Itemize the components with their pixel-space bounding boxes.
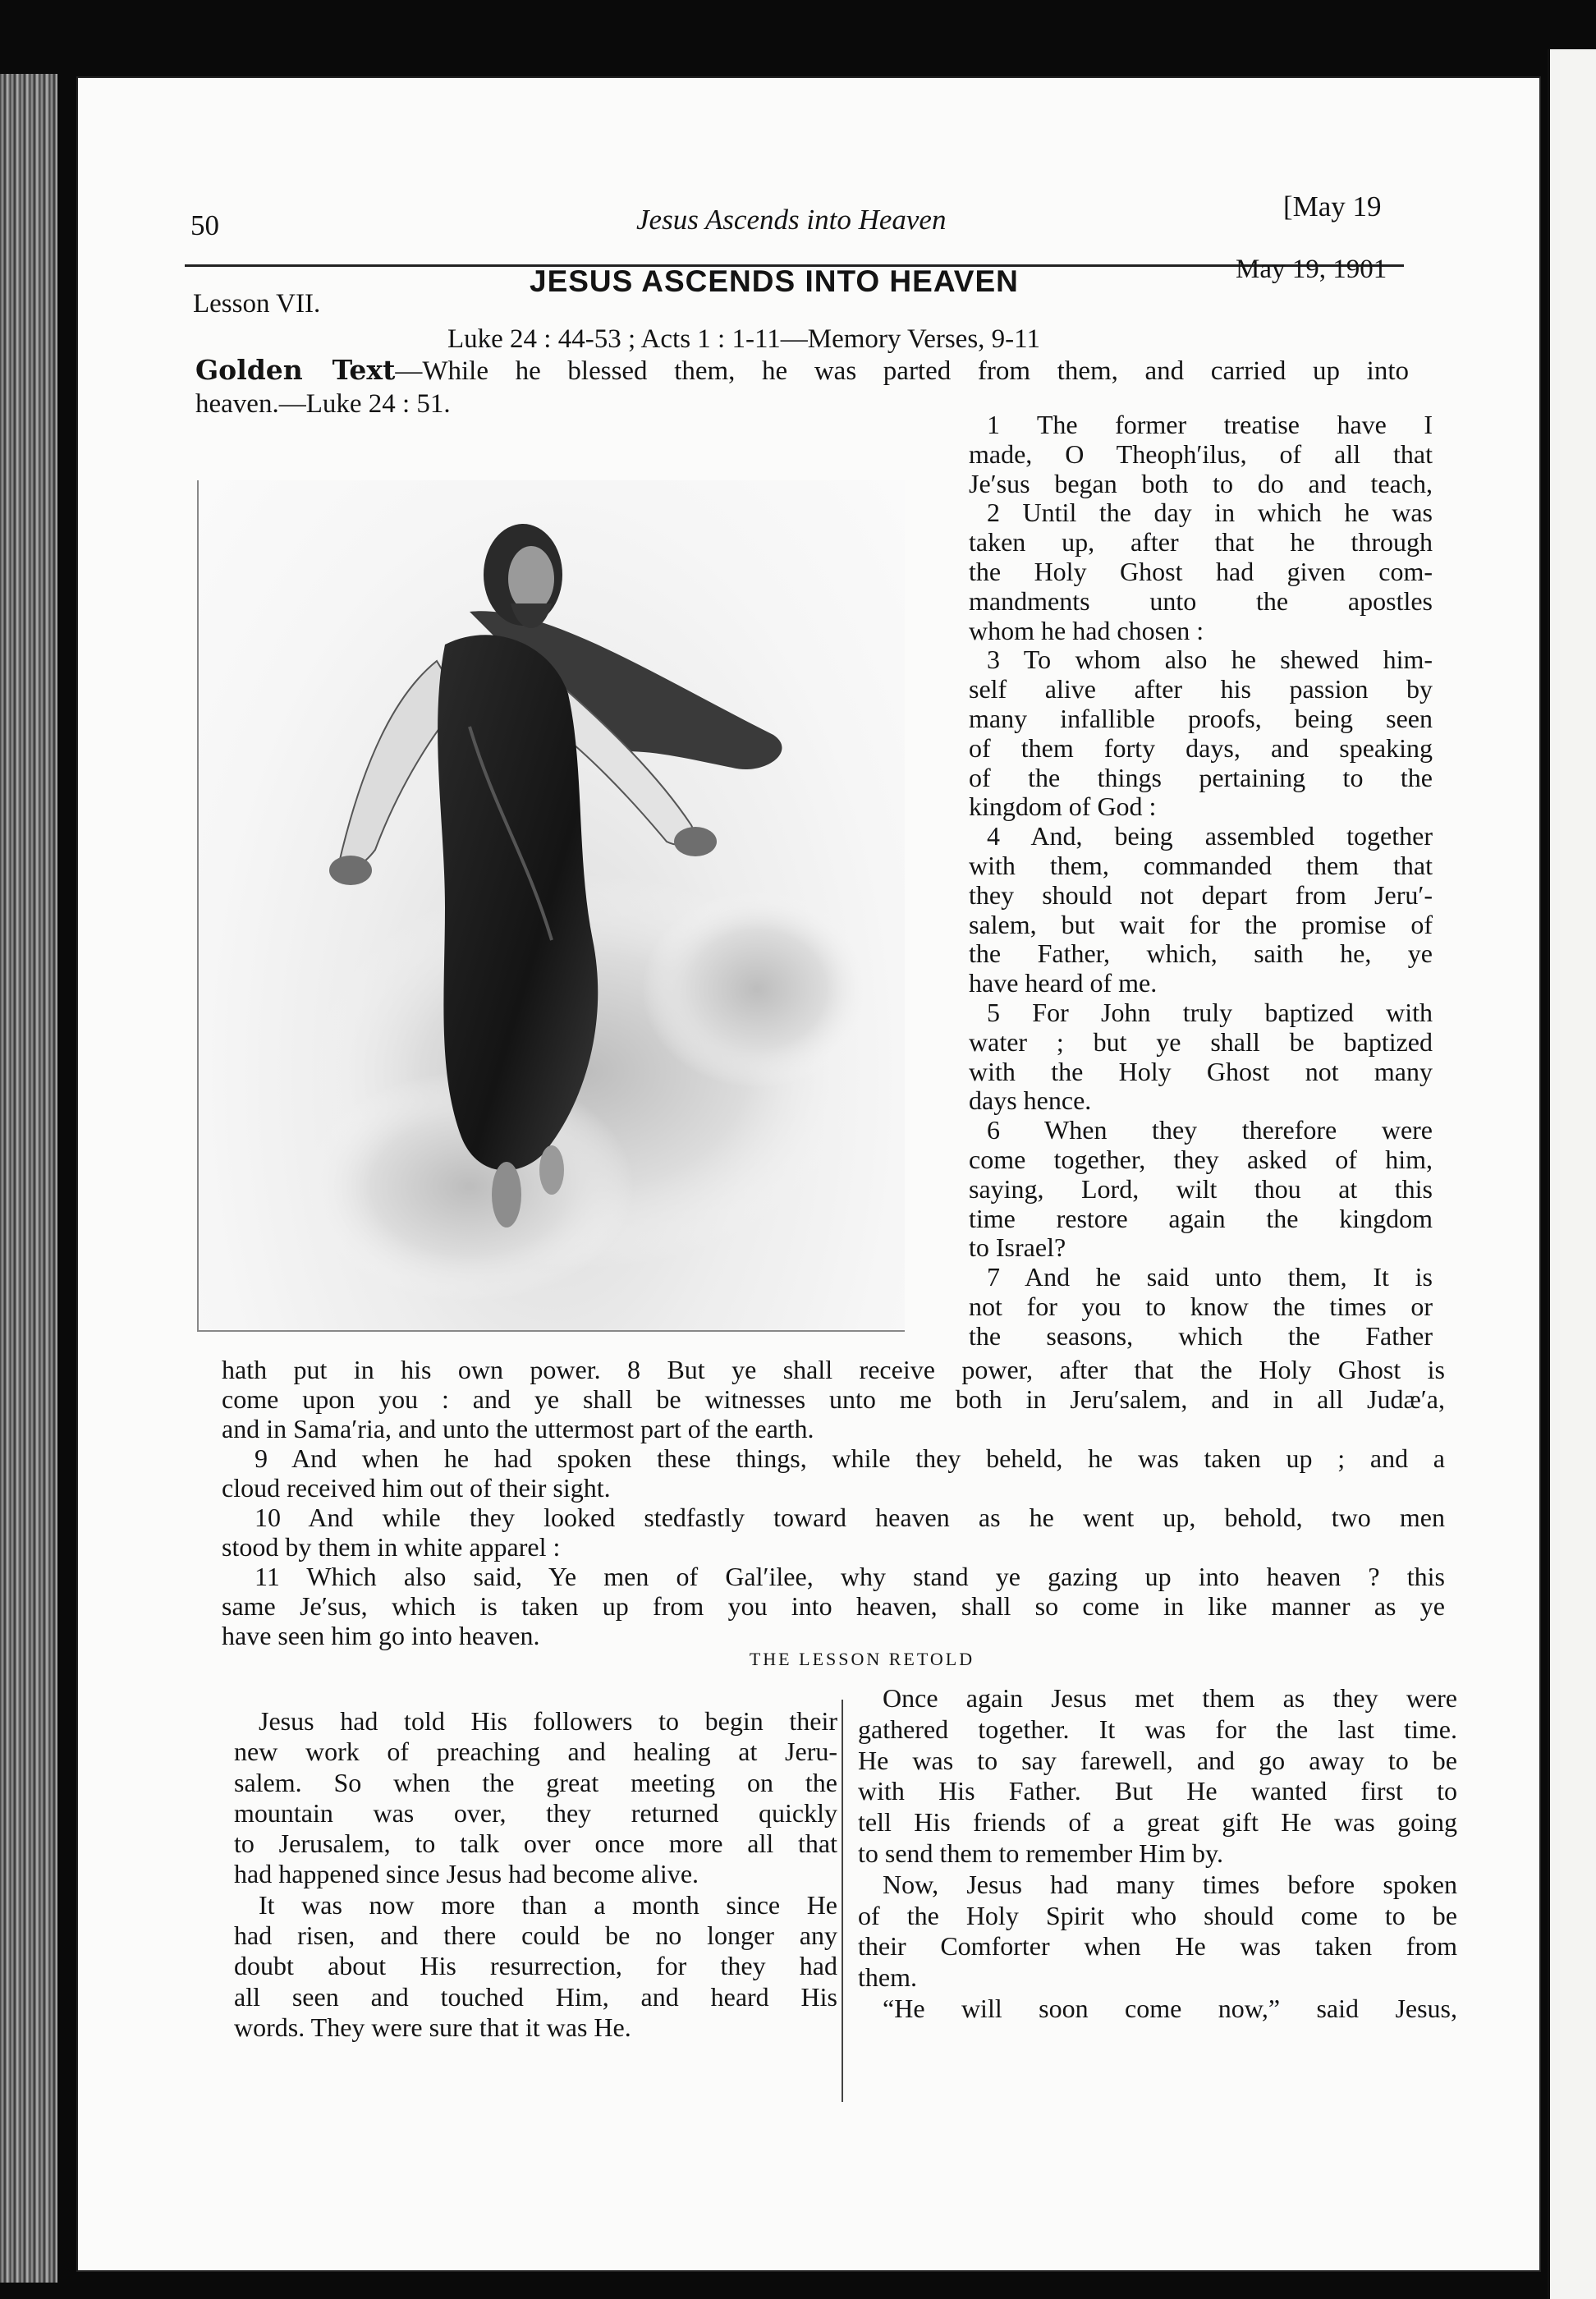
lesson-number: Lesson VII. [193, 289, 321, 319]
retold-right-column [858, 1683, 1457, 2025]
text-line: with them, commanded them that [969, 850, 1433, 880]
text-line: to send them to remember Him by. [858, 1838, 1223, 1868]
text-line: had risen, and there could be no longer any [234, 1920, 837, 1951]
text-line: same Je′sus, which is taken up from you into heaven, shall so come in like manner as ye [222, 1591, 1445, 1621]
text-line: 1 The former treatise have I [987, 410, 1433, 439]
text-line: have seen him go into heaven. [222, 1621, 540, 1650]
text-line: of them forty days, and speaking [969, 732, 1433, 763]
scripture-reference: Luke 24 : 44-53 ; Acts 1 : 1-11—Memory Verses, 9-11 [447, 324, 1040, 354]
text-line: Once again Jesus met them as they were [883, 1683, 1457, 1713]
text-line: new work of preaching and healing at Jeru- [234, 1737, 837, 1767]
text-line: with His Father. But He wanted first to [858, 1776, 1457, 1806]
ascension-illustration [197, 480, 905, 1332]
golden-text-label: Golden Text [195, 354, 396, 386]
text-line: the Holy Ghost had given com- [969, 556, 1433, 586]
lesson-title: JESUS ASCENDS INTO HEAVEN [530, 264, 1019, 298]
text-line: 7 And he said unto them, It is [987, 1262, 1433, 1292]
golden-text-line-2: heaven.—Luke 24 : 51. [195, 389, 451, 419]
text-line: of the things pertaining to the [969, 762, 1433, 792]
page-number: 50 [190, 209, 219, 241]
golden-text-line-1 [195, 355, 1409, 387]
text-line: come upon you : and ye shall be witnesses unto me both in Jeru′salem, and in all Judæ′a, [222, 1384, 1445, 1414]
verses-column [969, 411, 1433, 1351]
text-line: doubt about His resurrection, for they had [234, 1951, 837, 1981]
text-line: 6 When they therefore were [987, 1115, 1433, 1145]
text-line: 2 Until the day in which he was [987, 498, 1433, 528]
running-title: Jesus Ascends into Heaven [636, 204, 947, 236]
text-line: Jesus had told His followers to begin their [259, 1706, 837, 1736]
text-line: many infallible proofs, being seen [969, 703, 1433, 733]
verses-full-width [222, 1355, 1445, 1650]
text-line: self alive after his passion by [969, 674, 1433, 704]
retold-left-column [234, 1706, 837, 2043]
text-line: words. They were sure that it was He. [234, 2012, 631, 2042]
lesson-retold-title: THE LESSON RETOLD [749, 1649, 975, 1669]
text-line: stood by them in white apparel : [222, 1532, 561, 1562]
running-date: [May 19 [1283, 190, 1382, 223]
text-line: 4 And, being assembled together [987, 821, 1433, 851]
book-page-edges [0, 74, 57, 2283]
column-divider [842, 1700, 843, 2102]
text-line: 10 And while they looked stedfastly toward heaven as he went up, behold, two men [255, 1503, 1445, 1532]
text-line: He was to say farewell, and go away to be [858, 1745, 1457, 1775]
lesson-date: May 19, 1901 [1236, 255, 1387, 284]
text-line: cloud received him out of their sight. [222, 1473, 611, 1503]
text-line: kingdom of God : [969, 792, 1157, 822]
text-line: gathered together. It was for the last time. [858, 1714, 1457, 1744]
text-line: had happened since Jesus had become alive. [234, 1859, 699, 1889]
text-line: days hence. [969, 1085, 1092, 1116]
text-line: taken up, after that he through [969, 527, 1433, 558]
text-line: mandments unto the apostles [969, 585, 1433, 616]
text-line: them. [858, 1962, 917, 1993]
text-line: and in Sama′ria, and unto the uttermost part of the earth. [222, 1414, 814, 1443]
text-line: 3 To whom also he shewed him- [987, 645, 1433, 675]
text-line: of the Holy Spirit who should come to be [858, 1900, 1457, 1930]
text-line: tell His friends of a great gift He was going [858, 1807, 1457, 1838]
text-line: made, O Theoph′ilus, of all that [969, 438, 1433, 469]
text-line: salem, but wait for the promise of [969, 909, 1433, 939]
text-line: the Father, which, saith he, ye [969, 938, 1433, 969]
text-line: time restore again the kingdom [969, 1203, 1433, 1233]
facing-page-edge [1548, 49, 1596, 2299]
text-line: come together, they asked of him, [969, 1144, 1433, 1174]
text-line: water ; but ye shall be baptized [969, 1026, 1433, 1057]
text-line: whom he had chosen : [969, 615, 1204, 645]
text-line: 11 Which also said, Ye men of Gal′ilee, why stand ye gazing up into heaven ? this [255, 1562, 1445, 1591]
text-line: 9 And when he had spoken these things, while they beheld, he was taken up ; and a [255, 1443, 1445, 1473]
text-line: not for you to know the times or [969, 1291, 1433, 1321]
text-line: they should not depart from Jeru′- [969, 879, 1433, 910]
text-line: salem. So when the great meeting on the [234, 1767, 837, 1797]
text-line: saying, Lord, wilt thou at this [969, 1173, 1433, 1204]
text-line: Now, Jesus had many times before spoken [883, 1869, 1457, 1899]
text-line: It was now more than a month since He [259, 1889, 837, 1920]
text-line: to Israel? [969, 1232, 1066, 1263]
text-line: Je′sus began both to do and teach, [969, 468, 1433, 498]
text-line: hath put in his own power. 8 But ye shall receive power, after that the Holy Ghost is [222, 1355, 1445, 1384]
text-line: all seen and touched Him, and heard His [234, 1981, 837, 2012]
text-line: “He will soon come now,” said Jesus, [883, 1993, 1457, 2023]
text-line: have heard of me. [969, 968, 1158, 998]
golden-text: —While he blessed them, he was parted from them, and carried up into [395, 356, 1410, 386]
text-line: with the Holy Ghost not many [969, 1056, 1433, 1086]
text-line: 5 For John truly baptized with [987, 997, 1433, 1027]
text-line: to Jerusalem, to talk over once more all that [234, 1829, 837, 1859]
text-line: mountain was over, they returned quickly [234, 1797, 837, 1828]
text-line: the seasons, which the Father [969, 1320, 1433, 1351]
text-line: their Comforter when He was taken from [858, 1931, 1457, 1962]
